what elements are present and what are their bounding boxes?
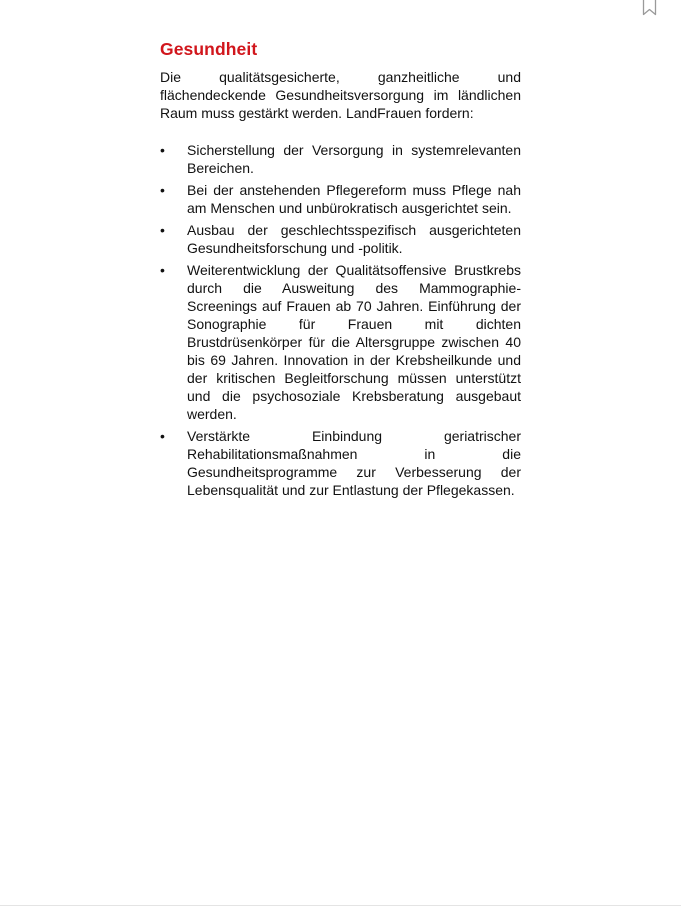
section-heading: Gesundheit [160, 39, 258, 59]
list-item [160, 427, 521, 499]
bullet-icon: • [160, 428, 165, 444]
bullet-icon: • [160, 222, 165, 238]
list-item-text: Sicherstellung der Versorgung in systemrelevanten Bereichen. [187, 142, 521, 176]
list-item-text: Verstärkte Einbindung geriatrischer Rehabilitationsmaßnahmen in die Gesundheitsprogramme zur Verbesserung der Lebensqualität und zur Entlastung der Pflegekassen. [187, 428, 521, 498]
document-content [160, 37, 521, 503]
list-item-text: Ausbau der geschlechtsspezifisch ausgerichteten Gesundheitsforschung und -politik. [187, 222, 521, 256]
list-item-text: Bei der anstehenden Pflegereform muss Pflege nah am Menschen und unbürokratisch ausgerichtet sein. [187, 182, 521, 216]
list-item [160, 221, 521, 257]
page-divider [0, 905, 681, 906]
list-item [160, 181, 521, 217]
demands-list [160, 141, 521, 499]
bullet-icon: • [160, 262, 165, 278]
bullet-icon: • [160, 182, 165, 198]
list-item-text: Weiterentwicklung der Qualitätsoffensive Brustkrebs durch die Ausweitung des Mammographie-Screenings auf Frauen ab 70 Jahren. Einführung der Sonographie für Frauen mit dichten Brustdrüsenkörper für die Altersgruppe zwischen 40 bis 69 Jahren. Innovation in der Krebsheilkunde und der kritischen Begleitforschung müssen unterstützt und die psychosoziale Krebsberatung ausgebaut werden. [187, 262, 521, 422]
bookmark-icon[interactable] [641, 0, 658, 16]
intro-paragraph: Die qualitätsgesicherte, ganzheitliche und flächendeckende Gesundheitsversorgung im ländlichen Raum muss gestärkt werden. LandFrauen fordern: [160, 69, 521, 121]
list-item [160, 261, 521, 423]
list-item [160, 141, 521, 177]
bullet-icon: • [160, 142, 165, 158]
